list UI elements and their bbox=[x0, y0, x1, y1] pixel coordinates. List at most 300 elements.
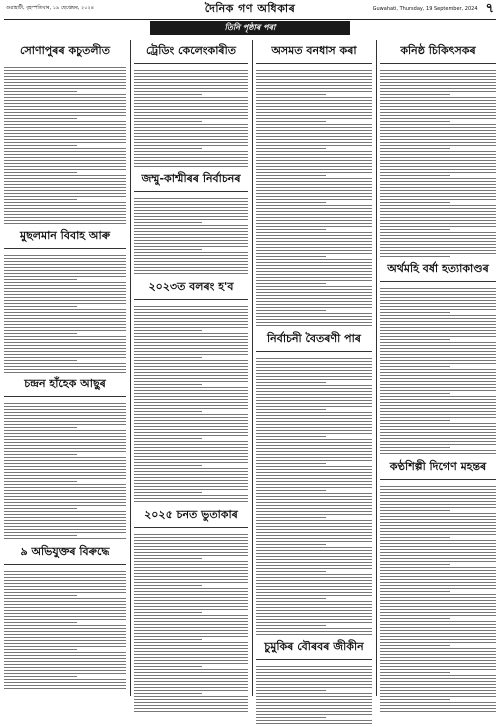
text-line bbox=[134, 363, 248, 364]
text-line bbox=[256, 118, 372, 119]
text-line bbox=[256, 681, 372, 682]
text-line bbox=[380, 363, 496, 364]
text-line bbox=[380, 214, 496, 215]
text-line bbox=[134, 600, 248, 601]
text-line bbox=[256, 672, 372, 673]
text-line bbox=[380, 522, 496, 523]
text-line bbox=[134, 393, 248, 394]
text-line bbox=[256, 526, 372, 527]
text-line bbox=[256, 589, 372, 590]
text-line bbox=[134, 549, 248, 550]
text-line bbox=[4, 688, 126, 689]
text-line bbox=[256, 493, 372, 494]
text-line bbox=[380, 139, 496, 140]
headline-c4-2: অৰ্থমহি বৰ্ষা হত্যাকাণ্ডৰ bbox=[380, 260, 496, 282]
text-line bbox=[380, 408, 496, 409]
text-line bbox=[134, 627, 248, 628]
text-line bbox=[380, 507, 496, 508]
text-line bbox=[134, 396, 248, 397]
text-line bbox=[380, 387, 496, 388]
text-line bbox=[380, 546, 496, 547]
masthead bbox=[0, 0, 500, 18]
text-line bbox=[4, 142, 126, 143]
text-line bbox=[380, 690, 496, 691]
text-line bbox=[256, 205, 372, 206]
text-line bbox=[256, 484, 372, 485]
text-line bbox=[380, 109, 496, 110]
text-line bbox=[134, 321, 248, 322]
text-line bbox=[4, 288, 126, 289]
text-line bbox=[4, 223, 126, 224]
text-line bbox=[380, 585, 496, 586]
text-line bbox=[380, 675, 496, 676]
text-line bbox=[256, 136, 372, 137]
text-line bbox=[134, 573, 248, 574]
text-line bbox=[256, 550, 372, 551]
text-line bbox=[4, 103, 126, 104]
text-line bbox=[256, 298, 372, 299]
text-line bbox=[256, 295, 372, 296]
text-line bbox=[134, 342, 248, 343]
text-line bbox=[256, 391, 372, 392]
text-line bbox=[380, 148, 450, 149]
text-line bbox=[134, 669, 248, 670]
text-line bbox=[256, 412, 372, 413]
text-line bbox=[134, 552, 248, 553]
text-line bbox=[4, 532, 126, 533]
text-line bbox=[256, 274, 372, 275]
text-line bbox=[134, 142, 248, 143]
text-line bbox=[4, 342, 126, 343]
text-line bbox=[380, 564, 450, 565]
text-line bbox=[256, 127, 372, 128]
text-line bbox=[256, 418, 372, 419]
text-line bbox=[380, 172, 496, 173]
text-line bbox=[4, 309, 126, 310]
text-line bbox=[256, 514, 372, 515]
text-line bbox=[256, 502, 372, 503]
headline-c3-1: অসমত বনধাস কৰা bbox=[256, 42, 372, 64]
text-line bbox=[134, 399, 248, 400]
text-line bbox=[134, 73, 248, 74]
text-line bbox=[134, 702, 248, 703]
text-line bbox=[256, 181, 372, 182]
text-line bbox=[256, 529, 372, 530]
text-line bbox=[256, 619, 372, 620]
text-line bbox=[256, 316, 372, 317]
text-line bbox=[256, 358, 372, 359]
masthead-rule bbox=[4, 19, 496, 20]
text-line bbox=[380, 525, 496, 526]
text-line bbox=[134, 378, 248, 379]
text-line bbox=[134, 76, 248, 77]
text-line bbox=[380, 160, 496, 161]
text-line bbox=[4, 351, 126, 352]
text-line bbox=[380, 166, 496, 167]
text-line bbox=[134, 585, 202, 586]
text-line bbox=[380, 79, 496, 80]
text-line bbox=[134, 97, 248, 98]
text-line bbox=[380, 492, 496, 493]
text-line bbox=[4, 208, 126, 209]
text-line bbox=[380, 495, 496, 496]
text-line bbox=[134, 558, 202, 559]
article-body-c3-1 bbox=[256, 68, 372, 328]
text-line bbox=[256, 607, 372, 608]
text-line bbox=[256, 283, 326, 284]
text-line bbox=[4, 625, 126, 626]
text-line bbox=[256, 196, 372, 197]
text-line bbox=[380, 232, 496, 233]
text-line bbox=[380, 588, 496, 589]
text-line bbox=[380, 447, 450, 448]
text-line bbox=[134, 618, 248, 619]
text-line bbox=[380, 681, 496, 682]
text-line bbox=[256, 610, 372, 611]
text-line bbox=[134, 366, 248, 367]
text-line bbox=[4, 445, 126, 446]
text-line bbox=[4, 154, 126, 155]
text-line bbox=[134, 70, 248, 71]
text-line bbox=[256, 705, 372, 706]
text-line bbox=[256, 211, 372, 212]
text-line bbox=[4, 412, 126, 413]
text-line bbox=[380, 151, 496, 152]
text-line bbox=[134, 216, 248, 217]
text-line bbox=[380, 297, 496, 298]
text-line bbox=[4, 184, 126, 185]
text-line bbox=[380, 669, 496, 670]
text-line bbox=[380, 573, 496, 574]
text-line bbox=[256, 388, 372, 389]
text-line bbox=[4, 97, 126, 98]
text-line bbox=[380, 315, 496, 316]
text-line bbox=[256, 184, 372, 185]
text-line bbox=[134, 426, 248, 427]
text-line bbox=[256, 517, 326, 518]
text-line bbox=[256, 166, 372, 167]
text-line bbox=[4, 595, 77, 596]
text-line bbox=[134, 588, 248, 589]
text-line bbox=[134, 468, 248, 469]
text-line bbox=[380, 154, 496, 155]
column-2 bbox=[134, 40, 248, 696]
text-line bbox=[380, 630, 496, 631]
text-line bbox=[256, 301, 372, 302]
text-line bbox=[256, 708, 372, 709]
text-line bbox=[380, 441, 496, 442]
text-line bbox=[4, 175, 126, 176]
text-line bbox=[134, 456, 248, 457]
text-line bbox=[4, 336, 126, 337]
text-line bbox=[256, 702, 372, 703]
text-line bbox=[4, 181, 126, 182]
text-line bbox=[134, 148, 202, 149]
text-line bbox=[256, 82, 372, 83]
text-line bbox=[4, 454, 77, 455]
text-line bbox=[380, 372, 496, 373]
text-line bbox=[4, 127, 126, 128]
text-line bbox=[380, 163, 496, 164]
text-line bbox=[4, 291, 126, 292]
text-line bbox=[380, 402, 496, 403]
text-line bbox=[4, 270, 126, 271]
text-line bbox=[256, 553, 372, 554]
text-line bbox=[4, 460, 126, 461]
text-line bbox=[4, 360, 77, 361]
text-line bbox=[256, 439, 372, 440]
text-line bbox=[380, 327, 496, 328]
text-line bbox=[4, 79, 126, 80]
text-line bbox=[4, 613, 126, 614]
text-line bbox=[134, 444, 248, 445]
text-line bbox=[4, 318, 126, 319]
text-line bbox=[380, 157, 496, 158]
text-line bbox=[4, 273, 126, 274]
text-line bbox=[256, 322, 372, 323]
text-line bbox=[256, 562, 372, 563]
text-line bbox=[256, 232, 372, 233]
text-line bbox=[4, 526, 126, 527]
text-line bbox=[380, 534, 496, 535]
text-line bbox=[4, 493, 126, 494]
text-line bbox=[134, 564, 248, 565]
text-line bbox=[380, 142, 496, 143]
text-line bbox=[134, 645, 248, 646]
text-line bbox=[134, 94, 202, 95]
text-line bbox=[134, 675, 248, 676]
headline-c2-1: ট্ৰেডিং কেলেংকাৰীত bbox=[134, 42, 248, 64]
text-line bbox=[4, 634, 126, 635]
text-line bbox=[4, 652, 126, 653]
text-line bbox=[380, 489, 496, 490]
text-line bbox=[134, 696, 248, 697]
text-line bbox=[4, 628, 126, 629]
text-line bbox=[380, 351, 496, 352]
text-line bbox=[134, 492, 202, 493]
text-line bbox=[4, 448, 126, 449]
text-line bbox=[4, 601, 126, 602]
text-line bbox=[256, 220, 372, 221]
text-line bbox=[256, 523, 372, 524]
text-line bbox=[134, 210, 248, 211]
text-line bbox=[380, 444, 496, 445]
text-line bbox=[4, 148, 126, 149]
text-line bbox=[256, 121, 326, 122]
text-line bbox=[256, 85, 372, 86]
text-line bbox=[380, 609, 496, 610]
text-line bbox=[380, 112, 496, 113]
text-line bbox=[134, 663, 248, 664]
text-line bbox=[4, 646, 126, 647]
text-line bbox=[256, 711, 372, 712]
text-line bbox=[380, 76, 496, 77]
text-line bbox=[134, 270, 248, 271]
text-line bbox=[256, 535, 372, 536]
text-line bbox=[256, 250, 372, 251]
text-line bbox=[4, 658, 126, 659]
text-line bbox=[4, 124, 126, 125]
text-line bbox=[256, 70, 372, 71]
text-line bbox=[380, 253, 496, 254]
text-line bbox=[256, 319, 372, 320]
text-line bbox=[134, 369, 248, 370]
text-line bbox=[380, 429, 496, 430]
text-line bbox=[256, 442, 372, 443]
text-line bbox=[4, 406, 126, 407]
text-line bbox=[4, 673, 126, 674]
text-line bbox=[256, 376, 372, 377]
text-line bbox=[380, 244, 496, 245]
text-line bbox=[256, 433, 372, 434]
text-line bbox=[134, 450, 248, 451]
text-line bbox=[4, 345, 126, 346]
text-line bbox=[256, 397, 372, 398]
text-line bbox=[134, 555, 248, 556]
text-line bbox=[380, 375, 496, 376]
headline-c3-3: চুমুকিৰ বৌৰবৰ জীকীন bbox=[256, 638, 372, 660]
text-line bbox=[256, 466, 372, 467]
text-line bbox=[256, 190, 372, 191]
text-line bbox=[4, 598, 126, 599]
text-line bbox=[4, 670, 126, 671]
text-line bbox=[134, 540, 248, 541]
text-line bbox=[256, 448, 372, 449]
text-line bbox=[380, 519, 496, 520]
text-line bbox=[256, 145, 372, 146]
text-line bbox=[4, 586, 126, 587]
text-line bbox=[380, 291, 496, 292]
text-line bbox=[4, 193, 126, 194]
text-line bbox=[256, 247, 372, 248]
text-line bbox=[134, 597, 248, 598]
text-line bbox=[134, 381, 248, 382]
masthead-date-left: গুৱাহাটী, বৃহস্পতিবাৰ, ১৯ ছেপ্তেম্বৰ, ২০২৪ bbox=[6, 5, 94, 11]
text-line bbox=[4, 571, 126, 572]
text-line bbox=[380, 205, 496, 206]
text-line bbox=[380, 549, 496, 550]
text-line bbox=[4, 517, 126, 518]
masthead-title: দৈনিক গণ অধিকাৰ bbox=[204, 1, 296, 15]
text-line bbox=[256, 586, 372, 587]
text-line bbox=[4, 297, 126, 298]
text-line bbox=[380, 666, 496, 667]
text-line bbox=[380, 543, 496, 544]
text-line bbox=[4, 190, 126, 191]
text-line bbox=[134, 483, 248, 484]
text-line bbox=[4, 211, 126, 212]
text-line bbox=[134, 462, 248, 463]
text-line bbox=[134, 417, 248, 418]
text-line bbox=[380, 91, 496, 92]
text-line bbox=[4, 196, 126, 197]
text-line bbox=[134, 579, 248, 580]
text-line bbox=[134, 327, 248, 328]
text-line bbox=[134, 633, 248, 634]
text-line bbox=[256, 598, 326, 599]
text-line bbox=[256, 367, 372, 368]
text-line bbox=[134, 567, 248, 568]
text-line bbox=[4, 136, 126, 137]
text-line bbox=[380, 615, 496, 616]
text-line bbox=[134, 471, 248, 472]
text-line bbox=[256, 583, 372, 584]
text-line bbox=[134, 537, 248, 538]
text-line bbox=[256, 91, 372, 92]
text-line bbox=[134, 411, 202, 412]
text-line bbox=[4, 279, 77, 280]
text-line bbox=[4, 430, 126, 431]
text-line bbox=[380, 124, 496, 125]
text-line bbox=[380, 450, 496, 451]
text-line bbox=[256, 714, 372, 715]
text-line bbox=[4, 330, 126, 331]
text-line bbox=[134, 465, 202, 466]
text-line bbox=[134, 249, 202, 250]
text-line bbox=[380, 684, 496, 685]
text-line bbox=[134, 127, 248, 128]
text-line bbox=[256, 307, 372, 308]
text-line bbox=[256, 592, 372, 593]
text-line bbox=[4, 321, 126, 322]
text-line bbox=[256, 604, 372, 605]
text-line bbox=[256, 382, 326, 383]
text-line bbox=[134, 654, 248, 655]
text-line bbox=[134, 405, 248, 406]
text-line bbox=[256, 109, 372, 110]
text-line bbox=[256, 568, 372, 569]
text-line bbox=[380, 426, 496, 427]
text-line bbox=[4, 592, 126, 593]
text-line bbox=[256, 403, 372, 404]
text-line bbox=[256, 496, 372, 497]
text-line bbox=[380, 88, 496, 89]
text-line bbox=[134, 474, 248, 475]
article-body-c3-3 bbox=[256, 664, 372, 724]
text-line bbox=[256, 690, 326, 691]
text-line bbox=[380, 115, 496, 116]
text-line bbox=[380, 678, 496, 679]
text-line bbox=[4, 499, 126, 500]
text-line bbox=[4, 91, 77, 92]
text-line bbox=[256, 253, 372, 254]
text-line bbox=[134, 576, 248, 577]
text-line bbox=[4, 258, 126, 259]
text-line bbox=[134, 225, 248, 226]
text-line bbox=[380, 621, 496, 622]
text-line bbox=[134, 636, 248, 637]
text-line bbox=[134, 678, 248, 679]
text-line bbox=[134, 312, 248, 313]
text-line bbox=[380, 390, 496, 391]
text-line bbox=[134, 705, 248, 706]
text-line bbox=[134, 684, 248, 685]
text-line bbox=[134, 477, 248, 478]
text-line bbox=[380, 366, 450, 367]
text-line bbox=[256, 625, 326, 626]
text-line bbox=[4, 643, 126, 644]
text-line bbox=[4, 502, 126, 503]
text-line bbox=[4, 199, 77, 200]
text-line bbox=[380, 645, 450, 646]
text-line bbox=[4, 676, 77, 677]
text-line bbox=[4, 529, 126, 530]
text-line bbox=[4, 187, 126, 188]
text-line bbox=[256, 631, 372, 632]
text-line bbox=[380, 309, 496, 310]
text-line bbox=[256, 106, 372, 107]
text-line bbox=[256, 265, 372, 266]
